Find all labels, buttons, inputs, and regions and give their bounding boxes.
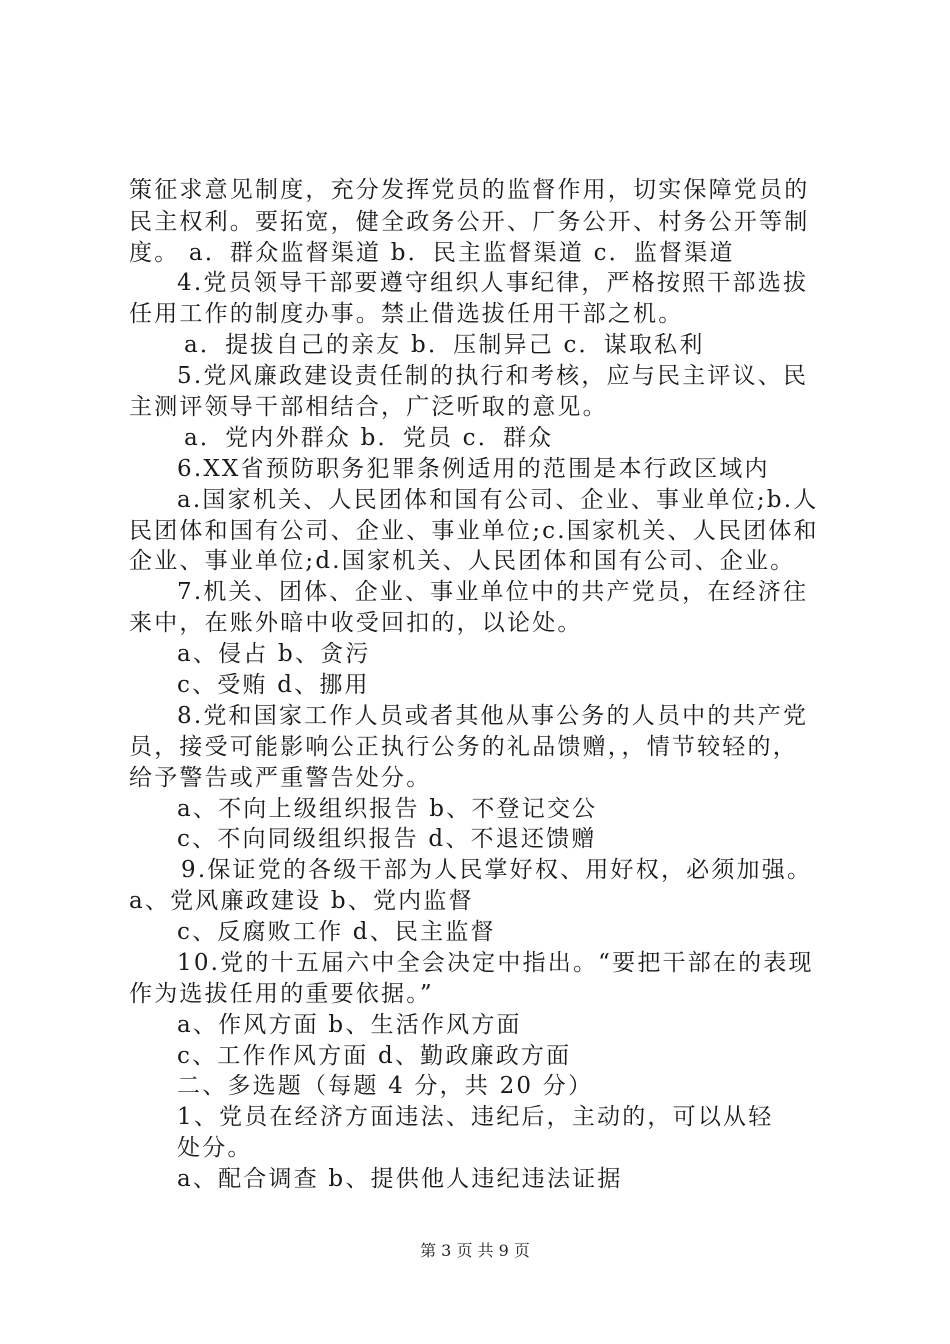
text-line-31: 1、党员在经济方面违法、违纪后，主动的，可以从轻 bbox=[177, 1104, 774, 1130]
text-line-8: 主测评领导干部相结合，广泛听取的意见。 bbox=[129, 394, 608, 420]
text-line-5: 任用工作的制度办事。禁止借选拔任用干部之机。 bbox=[129, 301, 684, 327]
text-line-14: 7.机关、团体、企业、事业单位中的共产党员，在经济往 bbox=[177, 579, 809, 605]
text-line-11: a.国家机关、人民团体和国有公司、企业、事业单位;b.人 bbox=[177, 487, 819, 513]
text-line-19: 员，接受可能影响公正执行公务的礼品馈赠，，情节较轻的， bbox=[129, 734, 798, 760]
text-line-20: 给予警告或严重警告处分。 bbox=[129, 765, 432, 791]
page-footer bbox=[0, 1241, 950, 1261]
text-line-24: a、党风廉政建设 b、党内监督 bbox=[129, 888, 474, 914]
section-heading-multiple-choice: 二、多选题（每题 4 分，共 20 分） bbox=[177, 1073, 594, 1099]
text-line-2: 民主权利。要拓宽，健全政务公开、厂务公开、村务公开等制 bbox=[129, 209, 810, 235]
text-line-26: 10.党的十五届六中全会决定中指出。“要把干部在的表现 bbox=[177, 950, 814, 976]
text-line-10: 6.XX省预防职务犯罪条例适用的范围是本行政区域内 bbox=[177, 456, 770, 482]
text-line-21: a、不向上级组织报告 b、不登记交公 bbox=[177, 796, 598, 822]
text-line-17: c、受贿 d、挪用 bbox=[177, 672, 370, 698]
text-line-28: a、作风方面 b、生活作风方面 bbox=[177, 1012, 522, 1038]
text-line-7: 5.党风廉政建设责任制的执行和考核，应与民主评议、民 bbox=[177, 363, 809, 389]
page-number: 第 3 页 共 9 页 bbox=[420, 1241, 530, 1260]
text-line-15: 来中，在账外暗中收受回扣的，以论处。 bbox=[129, 610, 583, 636]
text-line-18: 8.党和国家工作人员或者其他从事公务的人员中的共产党 bbox=[177, 703, 809, 729]
text-line-25: c、反腐败工作 d、民主监督 bbox=[177, 919, 496, 945]
text-line-9: a．党内外群众 b．党员 c．群众 bbox=[184, 425, 554, 451]
text-line-16: a、侵占 b、贪污 bbox=[177, 641, 371, 667]
text-line-1: 策征求意见制度，充分发挥党员的监督作用，切实保障党员的 bbox=[129, 177, 810, 203]
text-line-27: 作为选拔任用的重要依据。” bbox=[129, 981, 434, 1007]
text-line-3: 度。 a．群众监督渠道 b．民主监督渠道 c．监督渠道 bbox=[129, 240, 735, 266]
text-line-22: c、不向同级组织报告 d、不退还馈赠 bbox=[177, 826, 597, 852]
text-line-32: 处分。 bbox=[177, 1135, 253, 1161]
text-line-33: a、配合调查 b、提供他人违纪违法证据 bbox=[177, 1166, 623, 1192]
text-line-13: 企业、事业单位;d.国家机关、人民团体和国有公司、企业。 bbox=[129, 548, 796, 574]
text-line-29: c、工作作风方面 d、勤政廉政方面 bbox=[177, 1043, 572, 1069]
text-line-6: a．提拔自己的亲友 b．压制异己 c．谋取私利 bbox=[184, 332, 705, 358]
text-line-12: 民团体和国有公司、企业、事业单位;c.国家机关、人民团体和 bbox=[129, 518, 819, 544]
text-line-4: 4.党员领导干部要遵守组织人事纪律，严格按照干部选拔 bbox=[177, 270, 809, 296]
text-line-23: 9.保证党的各级干部为人民掌好权、用好权，必须加强。 bbox=[181, 857, 813, 883]
